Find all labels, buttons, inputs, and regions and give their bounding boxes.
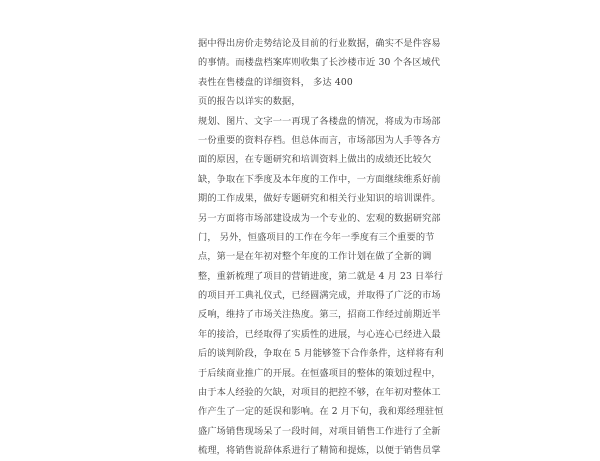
text-line: 缺，争取在下季度及本年度的工作中，一方面继续维系好前 <box>198 173 441 185</box>
text-line: 门， 另外，恒盛项目的工作在今年一季度有三个重要的节 <box>198 231 435 243</box>
text-line: 年的接洽，已经取得了实质性的进展，与心连心已经进入最 <box>198 328 441 340</box>
text-line: 于后续商业推广的开展。在恒盛项目的整体的策划过程中， <box>198 367 441 379</box>
body-text <box>198 34 444 461</box>
text-line: 据中得出房价走势结论及目前的行业数据，确实不是件容易 <box>198 38 441 49</box>
text-line: 页的报告以详实的数据， <box>198 96 301 108</box>
text-line: 梳理，将销售说辞体系进行了精简和提炼，以便于销售员掌 <box>198 445 441 457</box>
text-line: 作产生了一定的延误和影响。在 2 月下旬，我和郑经理驻恒 <box>198 406 444 418</box>
text-line: 一份重要的资料存档。但总体而言，市场部因为人手等各方 <box>198 134 441 146</box>
text-line: 面的原因，在专题研究和培训资料上做出的成绩还比较欠 <box>198 154 432 166</box>
text-line: 由于本人经验的欠缺，对项目的把控不够，在年初对整体工 <box>198 387 441 399</box>
text-line: 规划、图片、文字一一再现了各楼盘的情况，将成为市场部 <box>198 115 441 127</box>
text-line: 的事情。而楼盘档案库则收集了长沙楼市近 30 个各区域代 <box>198 57 441 69</box>
text-line: 表性在售楼盘的详细资料， 多达 400 <box>198 76 353 88</box>
text-line: 期的工作成果，做好专题研究和相关行业知识的培训课件。 <box>198 193 441 205</box>
text-line: 后的谈判阶段，争取在 5 月能够签下合作条件，这样将有利 <box>198 348 444 360</box>
text-line: 的项目开工典礼仪式，已经圆满完成，并取得了广泛的市场 <box>198 290 441 302</box>
text-line: 另一方面将市场部建设成为一个专业的、宏观的数据研究部 <box>198 212 441 224</box>
text-line: 反响，维持了市场关注热度。第三，招商工作经过前期近半 <box>198 309 441 321</box>
text-line: 点，第一是在年初对整个年度的工作计划在做了全新的调 <box>198 251 432 263</box>
text-line: 整，重新梳理了项目的营销进度，第二就是 4 月 23 日举行 <box>198 270 444 282</box>
text-line: 盛广场销售现场呆了一段时间，对项目销售工作进行了全新 <box>198 425 441 437</box>
